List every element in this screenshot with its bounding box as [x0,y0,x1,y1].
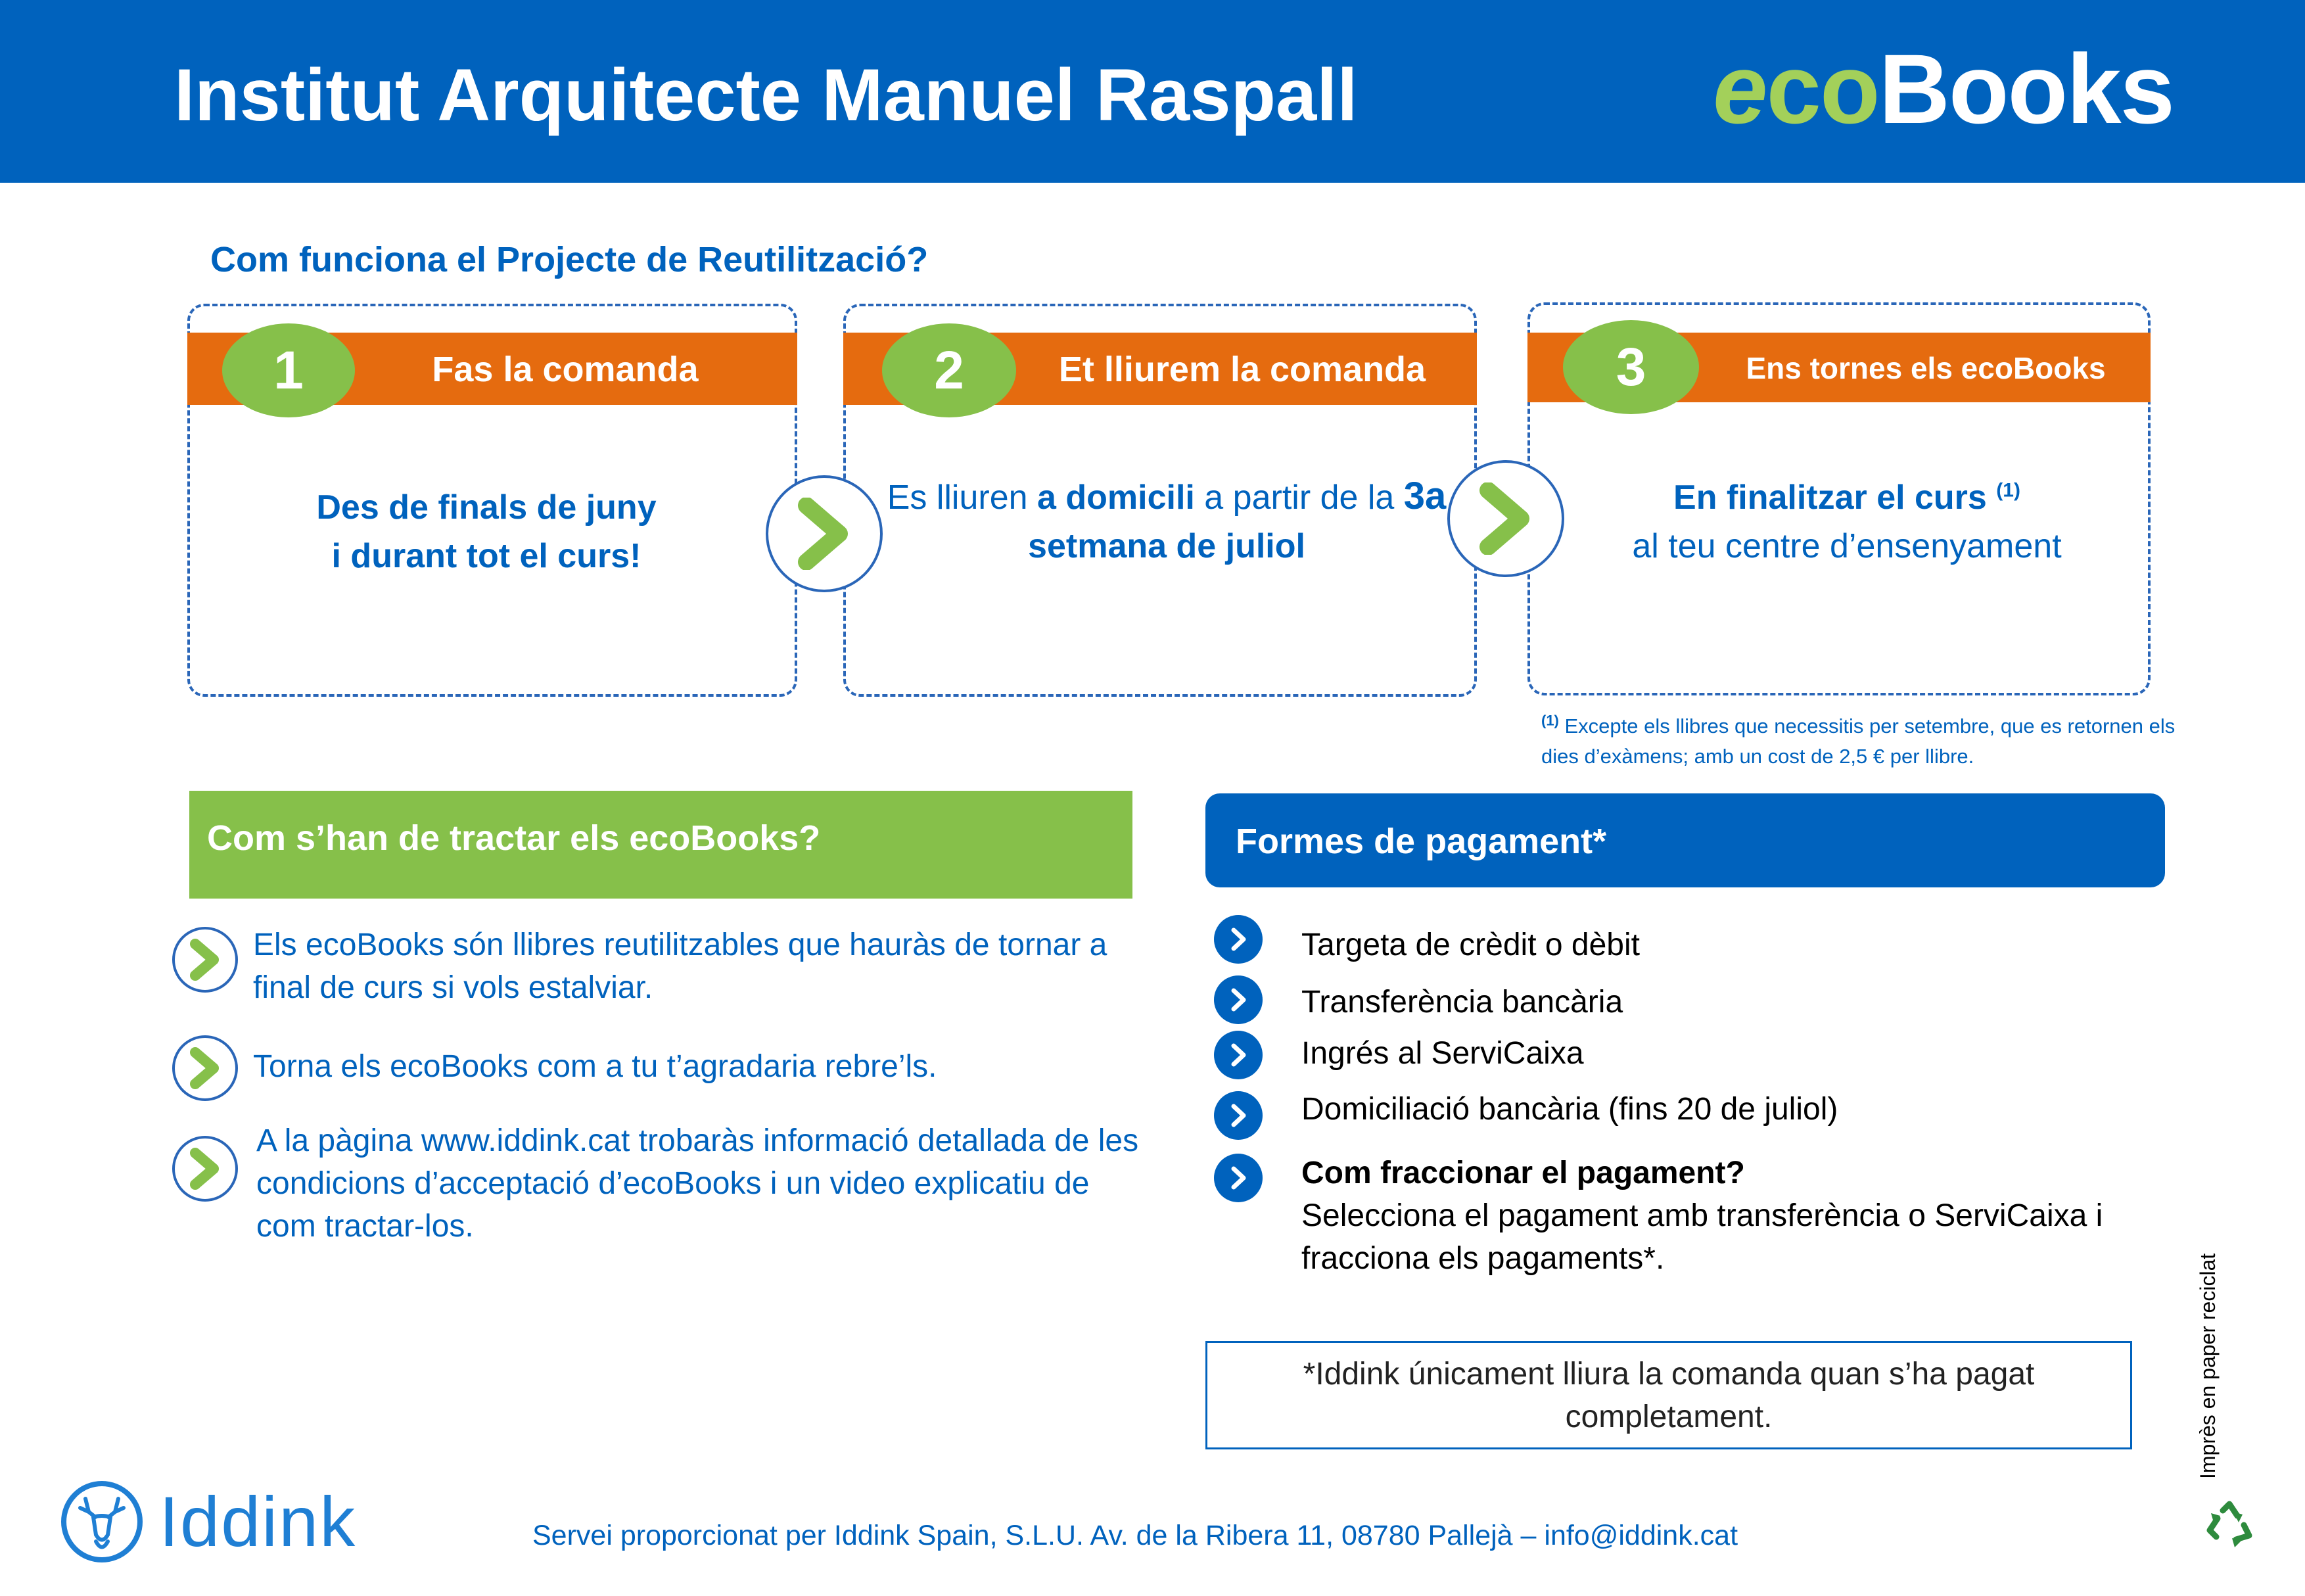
chevron-right-icon [187,1148,223,1190]
footer-address: Servei proporcionat per Iddink Spain, S.L.U. Av. de la Ribera 11, 08780 Pallejà – info@iddink.cat [532,1520,1738,1551]
chevron-right-icon [795,498,854,570]
ecobooks-logo: ecoBooks [1713,34,2174,144]
treatment-bullet-icon [172,1035,238,1101]
chevron-right-icon [1476,482,1535,555]
step-1-number: 1 [222,323,355,417]
step-3-number: 3 [1563,320,1699,414]
chevron-right-icon [1228,1042,1248,1068]
payment-option-split: Com fraccionar el pagament? Selecciona el pagament amb transferència o ServiCaixa i fracciona els pagaments*. [1301,1156,2103,1276]
chevron-right-icon [187,1047,223,1089]
payment-title: Formes de pagament* [1236,822,1607,861]
next-arrow-1 [766,475,883,592]
chevron-right-icon [1228,1165,1248,1191]
payment-bullet-icon [1214,1031,1263,1079]
treatment-bullet-icon [172,1136,238,1202]
recycled-paper-label: Imprès en paper reciclat [2196,1253,2220,1479]
chevron-right-icon [1228,926,1248,952]
step-1-text: Des de finals de juny i durant tot el curs! [316,488,657,575]
how-it-works-title: Com funciona el Projecte de Reutilització? [210,240,929,279]
payment-option-servicaixa: Ingrés al ServiCaixa [1301,1036,1584,1071]
deer-head-icon [59,1479,145,1564]
payment-bullet-icon [1214,1091,1263,1140]
iddink-logo [59,1479,356,1564]
payment-bullet-icon [1214,1154,1263,1202]
step-2-title: Et lliurem la comanda [1058,350,1426,389]
step-3-text: En finalitzar el curs $^{(1)}$ al teu centre d’ensenyament [1632,479,2062,565]
payment-bullet-icon [1214,975,1263,1024]
treatment-title: Com s’han de tractar els ecoBooks? [207,818,821,858]
payment-option-transfer: Transferència bancària [1301,985,1623,1020]
step-3-title: Ens tornes els ecoBooks [1746,351,2106,385]
treatment-item-2: Torna els ecoBooks com a tu t’agradaria rebre’ls. [253,1049,937,1084]
next-arrow-2 [1447,460,1564,577]
payment-option-card: Targeta de crèdit o dèbit [1301,927,1640,962]
chevron-right-icon [187,939,223,981]
treatment-item-1: Els ecoBooks són llibres reutilitzables que hauràs de tornar a final de curs si vols estalviar. [253,927,1107,1005]
chevron-right-icon [1228,987,1248,1013]
payment-option-direct-debit: Domiciliació bancària (fins 20 de juliol) [1301,1092,1838,1127]
payment-note: *Iddink únicament lliura la comanda quan s’ha pagat completament. [1205,1341,2132,1449]
chevron-right-icon [1228,1102,1248,1129]
step-1-title: Fas la comanda [432,350,699,389]
step-2-text: Es lliuren a domicili a partir de la 3a setmana de juliol [887,475,1447,565]
treatment-bullet-icon [172,927,238,993]
recycle-icon [2203,1499,2256,1555]
payment-bullet-icon [1214,915,1263,964]
page-title: Institut Arquitecte Manuel Raspall [174,54,1358,136]
treatment-item-3: A la pàgina www.iddink.cat trobaràs informació detallada de les condicions d’acceptació d’ecoBooks i un video explicatiu de com tractar-los. [256,1123,1139,1244]
iddink-wordmark: Iddink [159,1482,357,1561]
footnote: $^{(1)}$ Excepte els llibres que necessitis per setembre, que es retornen els dies d’exàmens; amb un cost de 2,5 € per llibre. [1541,712,2176,768]
step-2-number: 2 [882,323,1016,417]
